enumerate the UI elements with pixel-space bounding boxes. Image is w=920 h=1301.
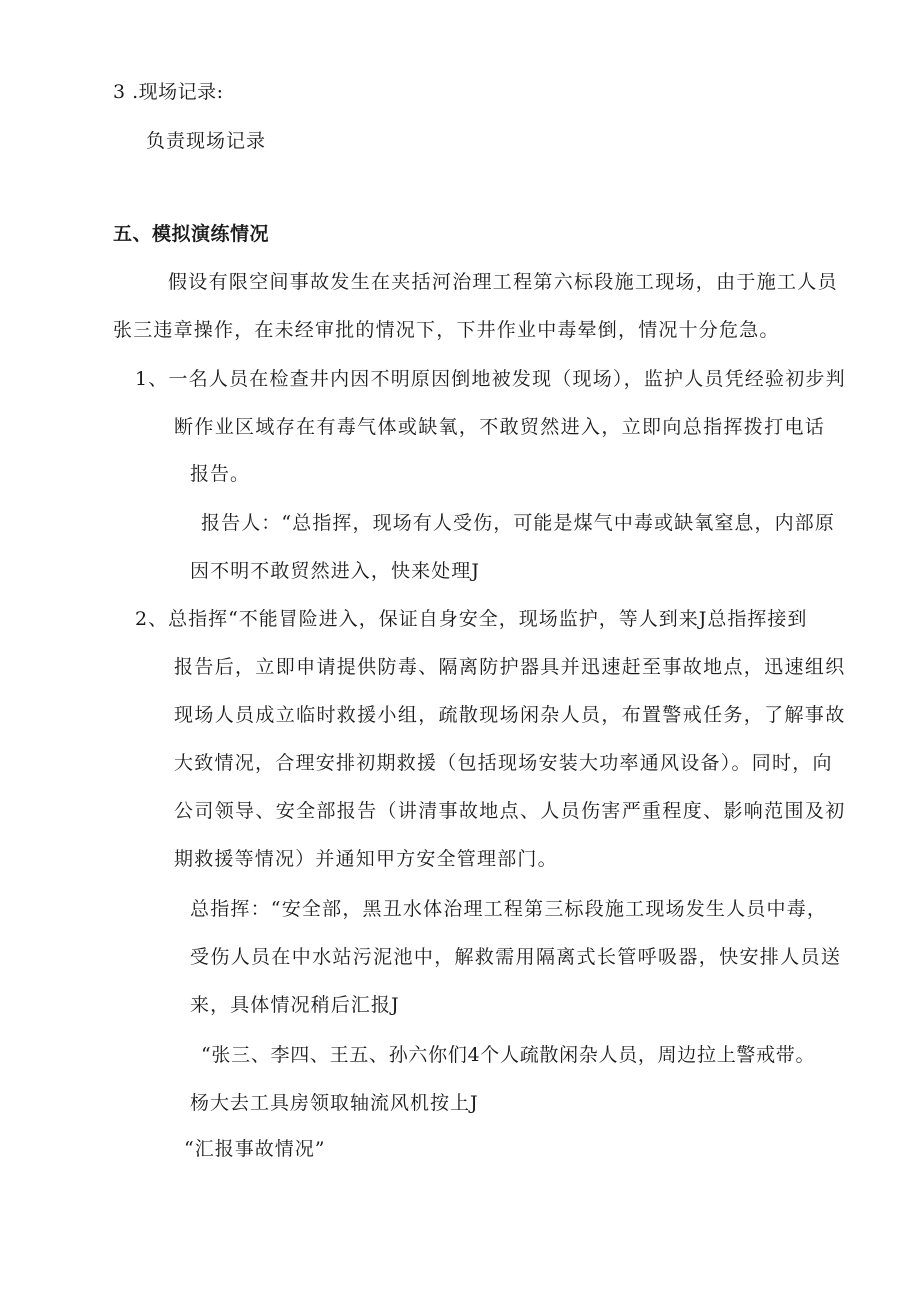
- orders-line-2: 杨大去工具房领取轴流风机按上J: [190, 1092, 479, 1114]
- section5-heading: 五、模拟演练情况: [113, 223, 270, 245]
- item2-line-3: 现场人员成立临时救援小组，疏散现场闲杂人员，布置警戒任务，了解事故: [174, 704, 846, 726]
- section3-body: 负责现场记录: [146, 130, 267, 152]
- commander-line-1: 总指挥：“安全部，黑丑水体治理工程第三标段施工现场发生人员中毒，: [190, 898, 828, 920]
- reporter-line-1: 报告人：“总指挥，现场有人受伤，可能是煤气中毒或缺氧窒息，内部原: [201, 512, 835, 534]
- item2-line-1: 2、总指挥“不能冒险进入，保证自身安全，现场监护，等人到来J总指挥接到: [135, 608, 808, 630]
- commander-line-3: 来，具体情况稍后汇报J: [190, 994, 400, 1016]
- item1-line-2: 断作业区域存在有毒气体或缺氧，不敢贸然进入，立即向总指挥拨打电话: [174, 416, 826, 438]
- intro-line-2: 张三违章操作，在未经审批的情况下，下井作业中毒晕倒，情况十分危急。: [113, 319, 780, 341]
- item2-line-4: 大致情况，合理安排初期救援（包括现场安装大功率通风设备）。同时，向: [174, 752, 833, 774]
- item1-line-3: 报告。: [190, 463, 251, 485]
- intro-line-1: 假设有限空间事故发生在夹括河治理工程第六标段施工现场，由于施工人员: [168, 271, 838, 293]
- item1-line-1: 1、一名人员在检查井内因不明原因倒地被发现（现场），监护人员凭经验初步判: [135, 368, 846, 390]
- orders-line-3: “汇报事故情况”: [184, 1138, 326, 1160]
- reporter-line-2: 因不明不敢贸然进入，快来处理J: [190, 560, 481, 582]
- commander-line-2: 受伤人员在中水站污泥池中，解救需用隔离式长管呼吸器，快安排人员送: [190, 946, 842, 968]
- orders-line-1: “张三、李四、王五、孙六你们4个人疏散闲杂人员，周边拉上警戒带。: [201, 1044, 816, 1066]
- item2-line-2: 报告后，立即申请提供防毒、隔离防护器具并迅速赶至事故地点，迅速组织: [174, 656, 846, 678]
- item2-line-6: 期救援等情况）并通知甲方安全管理部门。: [174, 848, 558, 870]
- section3-heading: 3 .现场记录:: [113, 81, 224, 103]
- item2-line-5: 公司领导、安全部报告（讲清事故地点、人员伤害严重程度、影响范围及初: [174, 800, 846, 822]
